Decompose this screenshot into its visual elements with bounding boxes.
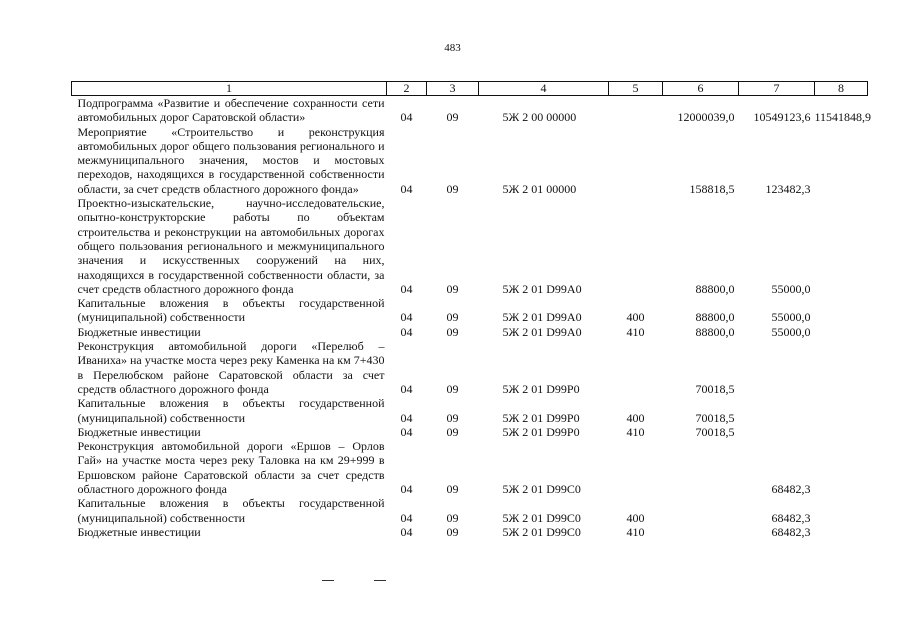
- row-target-article-cell: 5Ж 2 01 D99C0: [502, 482, 581, 497]
- row-amount-col6-cell: 88800,0: [695, 310, 735, 325]
- row-amount-col6-cell: 158818,5: [689, 181, 735, 196]
- row-target-article-cell: 5Ж 2 01 D99P0: [502, 381, 580, 396]
- row-section-cell: 04: [400, 482, 413, 497]
- row-subsection-cell: 09: [446, 181, 459, 196]
- row-expense-type-cell: 410: [626, 524, 645, 539]
- row-amount-col6-cell: 70018,5: [695, 424, 735, 439]
- row-subsection-cell: 09: [446, 381, 459, 396]
- row-amount-col7-cell: 55000,0: [771, 324, 811, 339]
- row-amount-col8-cell: [815, 496, 868, 525]
- row-section-cell: 04: [400, 510, 413, 525]
- row-amount-col6-cell: [663, 439, 739, 496]
- row-amount-col8-cell: [815, 425, 868, 439]
- table-row: [72, 525, 868, 539]
- row-target-article-cell: 5Ж 2 01 D99A0: [502, 281, 582, 296]
- row-amount-col7-cell: [739, 425, 815, 439]
- row-amount-col6-cell: 70018,5: [695, 410, 735, 425]
- row-amount-col6-cell: [663, 525, 739, 539]
- table-row: [72, 296, 868, 325]
- row-amount-col7-cell: 68482,3: [771, 482, 811, 497]
- row-target-article-cell: 5Ж 2 01 D99P0: [502, 410, 580, 425]
- row-subsection-cell: 09: [446, 310, 459, 325]
- row-amount-col7-cell: [739, 339, 815, 396]
- row-name-cell: Капитальные вложения в объекты государственной (муниципальной) собственности: [77, 396, 385, 425]
- row-expense-type-cell: [609, 125, 663, 196]
- row-amount-col7-cell: 68482,3: [771, 524, 811, 539]
- header-col-2: 2: [387, 82, 427, 96]
- row-target-article-cell: 5Ж 2 01 D99C0: [502, 510, 581, 525]
- row-amount-col8-cell: [815, 396, 868, 425]
- row-expense-type-cell: [609, 439, 663, 496]
- row-amount-col8-cell: [815, 196, 868, 296]
- row-amount-col7-cell: 68482,3: [771, 510, 811, 525]
- table-row: [72, 396, 868, 425]
- row-amount-col6-cell: 70018,5: [695, 381, 735, 396]
- footer-dash-left: [322, 580, 334, 581]
- row-amount-col7-cell: 55000,0: [771, 310, 811, 325]
- row-expense-type-cell: [609, 196, 663, 296]
- header-col-8: 8: [815, 82, 868, 96]
- row-subsection-cell: 09: [446, 524, 459, 539]
- row-name-cell: Мероприятие «Строительство и реконструкция автомобильных дорог общего пользования регионального и межмуниципального значения, мостов и мостовых переходов, находящихся в государственной собственности области, за счет средств областного дорожного фонда»: [77, 124, 385, 196]
- row-name-cell: Капитальные вложения в объекты государственной (муниципальной) собственности: [77, 496, 385, 525]
- row-section-cell: 04: [400, 381, 413, 396]
- row-target-article-cell: 5Ж 2 01 D99P0: [502, 424, 580, 439]
- row-section-cell: 04: [400, 181, 413, 196]
- row-amount-col7-cell: 123482,3: [765, 181, 811, 196]
- header-col-7: 7: [739, 82, 815, 96]
- row-section-cell: 04: [400, 524, 413, 539]
- row-name-cell: Капитальные вложения в объекты государственной (муниципальной) собственности: [77, 296, 385, 325]
- row-section-cell: 04: [400, 410, 413, 425]
- row-expense-type-cell: 400: [626, 310, 645, 325]
- row-target-article-cell: 5Ж 2 01 D99A0: [502, 324, 582, 339]
- header-col-4: 4: [479, 82, 609, 96]
- row-amount-col6-cell: [663, 496, 739, 525]
- page-number: 483: [444, 42, 461, 54]
- row-name-cell: Бюджетные инвестиции: [77, 524, 201, 539]
- row-amount-col6-cell: 88800,0: [695, 281, 735, 296]
- row-target-article-cell: 5Ж 2 01 D99C0: [502, 524, 581, 539]
- row-expense-type-cell: [609, 339, 663, 396]
- footer-dash-right: [374, 580, 386, 581]
- row-expense-type-cell: 400: [626, 510, 645, 525]
- row-section-cell: 04: [400, 424, 413, 439]
- row-section-cell: 04: [400, 110, 413, 125]
- row-amount-col8-cell: [815, 296, 868, 325]
- row-amount-col7-cell: 10549123,6: [753, 110, 811, 125]
- row-expense-type-cell: 410: [626, 424, 645, 439]
- table-row: [72, 439, 868, 496]
- row-name-cell: Бюджетные инвестиции: [77, 424, 201, 439]
- row-subsection-cell: 09: [446, 482, 459, 497]
- row-subsection-cell: 09: [446, 410, 459, 425]
- row-subsection-cell: 09: [446, 424, 459, 439]
- table-row: [72, 325, 868, 339]
- row-amount-col8-cell: [815, 525, 868, 539]
- row-amount-col7-cell: 55000,0: [771, 281, 811, 296]
- table-row: [72, 125, 868, 196]
- header-col-6: 6: [663, 82, 739, 96]
- row-amount-col6-cell: 88800,0: [695, 324, 735, 339]
- row-amount-col8-cell: 11541848,9: [814, 110, 872, 125]
- header-col-3: 3: [427, 82, 479, 96]
- table-row: [72, 339, 868, 396]
- row-expense-type-cell: 400: [626, 410, 645, 425]
- row-name-cell: Реконструкция автомобильной дороги «Перелюб – Иваниха» на участке моста через реку Каменка на км 7+430 в Перелюбском районе Саратовской области за счет средств областного дорожного фонда: [77, 339, 385, 396]
- row-amount-col7-cell: [739, 396, 815, 425]
- row-name-cell: Проектно-изыскательские, научно-исследовательские, опытно-конструкторские работы по объектам строительства и реконструкции на автомобильных дорогах общего пользования регионального и межмуниципального значения и искусственных сооружений на них, находящихся в государственной собственности области, за счет средств областного дорожного фонда: [77, 196, 385, 296]
- budget-table: [71, 81, 872, 539]
- row-section-cell: 04: [400, 324, 413, 339]
- table-row: [72, 196, 868, 296]
- row-target-article-cell: 5Ж 2 01 00000: [502, 181, 577, 196]
- row-target-article-cell: 5Ж 2 01 D99A0: [502, 310, 582, 325]
- row-name-cell: Бюджетные инвестиции: [77, 324, 201, 339]
- header-col-5: 5: [609, 82, 663, 96]
- row-amount-col8-cell: [815, 325, 868, 339]
- table-row: [72, 496, 868, 525]
- header-row: [72, 82, 868, 96]
- table-row: [72, 425, 868, 439]
- row-amount-col6-cell: 12000039,0: [677, 110, 735, 125]
- row-amount-col8-cell: [815, 125, 868, 196]
- row-subsection-cell: 09: [446, 324, 459, 339]
- row-name-cell: Реконструкция автомобильной дороги «Ершов – Орлов Гай» на участке моста через реку Таловка на км 29+999 в Ершовском районе Саратовской области за счет средств областного дорожного фонда: [77, 439, 385, 497]
- row-section-cell: 04: [400, 310, 413, 325]
- row-amount-col8-cell: [815, 339, 868, 396]
- row-section-cell: 04: [400, 281, 413, 296]
- header-col-1: 1: [72, 82, 387, 96]
- row-name-cell: Подпрограмма «Развитие и обеспечение сохранности сети автомобильных дорог Саратовской области»: [77, 96, 385, 125]
- row-subsection-cell: 09: [446, 510, 459, 525]
- row-target-article-cell: 5Ж 2 00 00000: [502, 110, 577, 125]
- row-amount-col8-cell: [815, 439, 868, 496]
- row-expense-type-cell: [609, 96, 663, 125]
- row-expense-type-cell: 410: [626, 324, 645, 339]
- table-row: [72, 96, 868, 125]
- row-subsection-cell: 09: [446, 110, 459, 125]
- row-subsection-cell: 09: [446, 281, 459, 296]
